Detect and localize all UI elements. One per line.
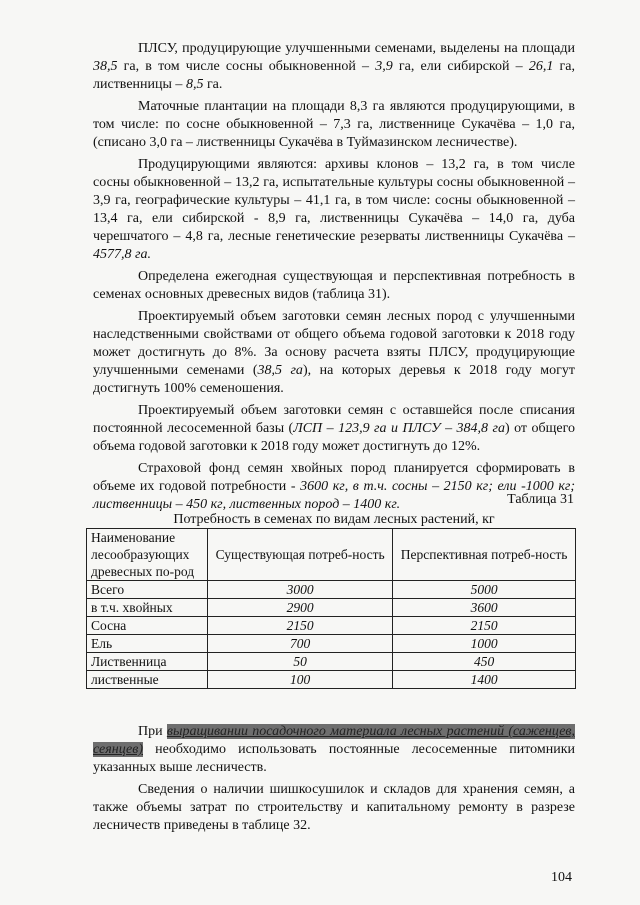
row-current: 3000 (208, 581, 393, 599)
row-current: 2900 (208, 599, 393, 617)
paragraph-improved-seeds (93, 308, 575, 398)
table-row (87, 599, 576, 617)
emphasis-run: ЛСП – 123,9 га и ПЛСУ – 384,8 га (293, 421, 505, 436)
emphasis-run: 8,5 (185, 77, 204, 92)
row-name: Лиственница (87, 653, 208, 671)
row-name: лиственные (87, 671, 208, 689)
emphasis-run: 3600 кг, в т.ч. сосны – 2150 кг; ели -1000 кг; лиственницы – 450 кг, лиственных пород – 1400 кг. (93, 479, 575, 512)
text-run: ), на которых деревья к 2018 году могут достигнуть 100% семеношения. (93, 363, 575, 396)
text-run: ПЛСУ, продуцирующие улучшенными семенами, выделены на площади (138, 41, 575, 56)
seed-demand-table (86, 528, 576, 689)
row-current: 2150 (208, 617, 393, 635)
text-run: При (138, 724, 167, 739)
text-run: га. (203, 77, 223, 92)
table-row (87, 617, 576, 635)
table-row (87, 671, 576, 689)
body-text (93, 40, 575, 518)
page-number: 104 (551, 870, 572, 885)
paragraph-storage-info (93, 781, 575, 835)
row-future: 1000 (393, 635, 576, 653)
text-run: Сведения о наличии шишкосушилок и складов для хранения семян, а также объемы затрат по строительству и капитальному ремонту в разрезе лесничеств приведены в таблице 32. (93, 782, 575, 833)
paragraph-demand (93, 268, 575, 304)
text-run: Продуцирующими являются: архивы клонов – 13,2 га, в том числе сосны обыкновенной – 13,2 га, испытательные культуры сосны обыкновенной – 3,9 га, географические культуры – 41,1 га, в том числе: сосны обыкновенной – 13,4 га, ели сибирской - 8,9 га, лиственницы Сукачёва – 14,0 га, дуба черешчатого – 4,8 га, лесные генетические резерваты лиственницы Сукачёва – (93, 157, 575, 244)
table-number-label: Таблица 31 (507, 492, 574, 507)
emphasis-run: 4577,8 га. (93, 247, 151, 262)
row-name: Ель (87, 635, 208, 653)
text-run: Страховой фонд семян хвойных пород планируется сформировать в объеме их годовой потребности - (93, 461, 575, 494)
header-species: Наименование лесообразующих древесных по-род (87, 529, 208, 581)
header-current-demand: Существующая потреб-ность (208, 529, 393, 581)
row-current: 100 (208, 671, 393, 689)
row-current: 50 (208, 653, 393, 671)
row-future: 5000 (393, 581, 576, 599)
row-name: Всего (87, 581, 208, 599)
row-current: 700 (208, 635, 393, 653)
table-row (87, 581, 576, 599)
text-run: га, ели сибирской – (392, 59, 529, 74)
row-name: в т.ч. хвойных (87, 599, 208, 617)
paragraph-remaining-base (93, 402, 575, 456)
text-run: Проектируемый объем заготовки семян лесных пород с улучшенными наследственными свойствами от общего объема годовой заготовки к 2018 году может достигнуть до 8%. За основу расчета взяты ПЛСУ, продуцирующие улучшенными семенами ( (93, 309, 575, 378)
text-run: га, лиственницы – (93, 59, 575, 92)
text-run: га, в том числе сосны обыкновенной – (117, 59, 376, 74)
table-header-row (87, 529, 576, 581)
table-row (87, 653, 576, 671)
text-run: Определена ежегодная существующая и перспективная потребность в семенах основных древесных видов (таблица 31). (93, 269, 575, 302)
text-run: ) от общего объема годовой заготовки к 2018 году может достигнуть до 12%. (93, 421, 576, 454)
paragraph-plsu (93, 40, 575, 94)
table-caption: Потребность в семенах по видам лесных растений, кг (173, 512, 495, 527)
paragraph-insurance-fund (93, 460, 575, 514)
emphasis-run: 26,1 (528, 59, 554, 74)
row-future: 2150 (393, 617, 576, 635)
text-run: Проектируемый объем заготовки семян с оставшейся после списания постоянной лесосеменной базы ( (93, 403, 575, 436)
text-run: необходимо использовать постоянные лесосеменные питомники указанных выше лесничеств. (93, 742, 575, 775)
body-text-after-table (93, 723, 575, 839)
paragraph-plantations (93, 98, 575, 152)
emphasis-run: 38,5 га (257, 363, 303, 378)
row-future: 3600 (393, 599, 576, 617)
highlighted-text: выращивании посадочного материала лесных растений (саженцев, сеянцев) (93, 724, 575, 757)
row-name: Сосна (87, 617, 208, 635)
row-future: 450 (393, 653, 576, 671)
text-run: Маточные плантации на площади 8,3 га являются продуцирующими, в том числе: по сосне обыкновенной – 7,3 га, лиственнице Сукачёва – 1,0 га, (списано 3,0 га – лиственницы Сукачёва в Туймазинском лесничестве). (93, 99, 575, 150)
row-future: 1400 (393, 671, 576, 689)
emphasis-run: 3,9 (375, 59, 393, 74)
table-row (87, 635, 576, 653)
paragraph-nurseries (93, 723, 575, 777)
emphasis-run: 38,5 (93, 59, 118, 74)
paragraph-producing (93, 156, 575, 264)
header-future-demand: Перспективная потреб-ность (393, 529, 576, 581)
